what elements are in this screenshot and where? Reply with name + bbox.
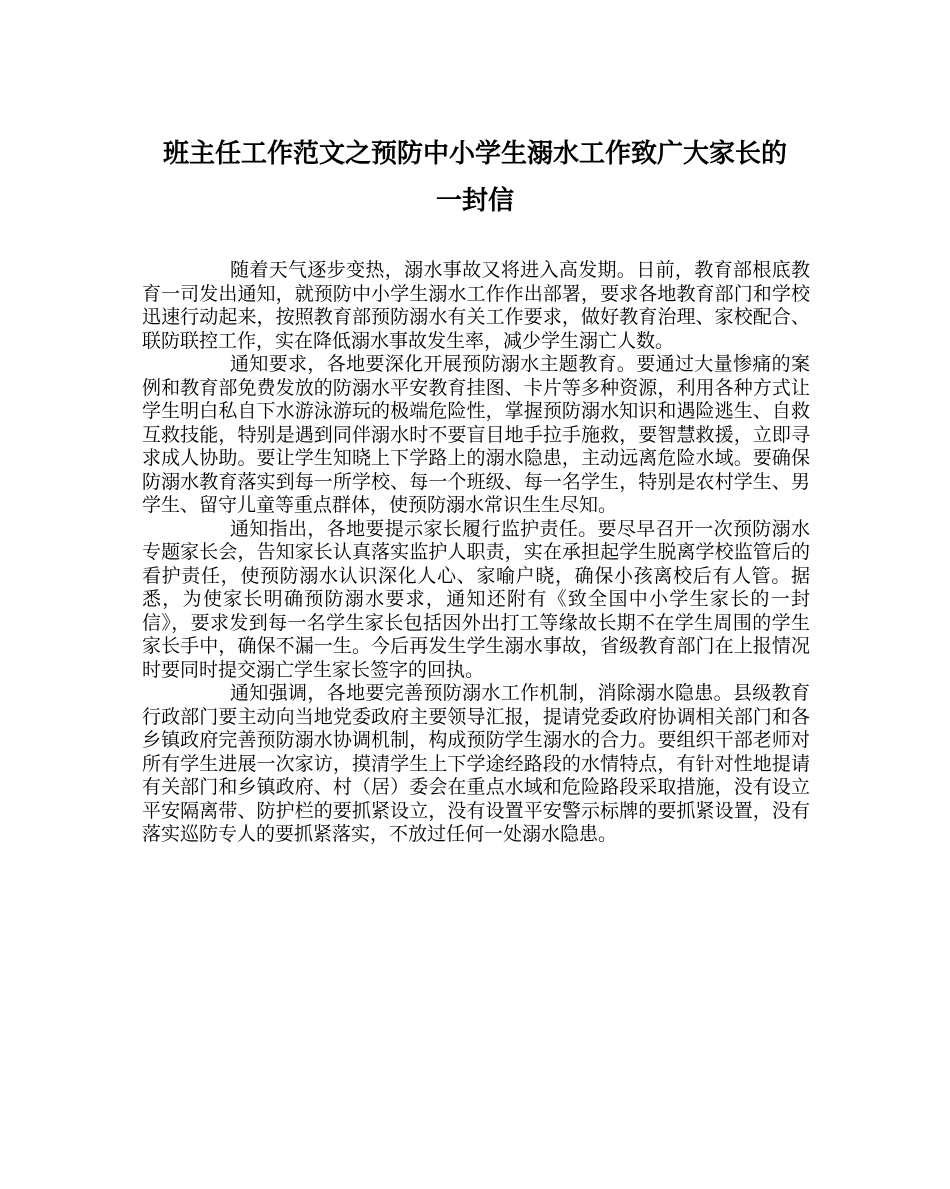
paragraph-3: 通知指出，各地要提示家长履行监护责任。要尽早召开一次预防溺水专题家长会，告知家长认真落实监护人职责，实在承担起学生脱离学校监管后的看护责任，使预防溺水认识深化人心、家喻户晓，确保小孩离校后有人管。据悉，为使家长明确预防溺水要求，通知还附有《致全国中小学生家长的一封信》，要求发到每一名学生家长包括因外出打工等缘故长期不在学生周围的学生家长手中，确保不漏一生。今后再发生学生溺水事故，省级教育部门在上报情况时要同时提交溺亡学生家长签字的回执。 <box>142 517 810 681</box>
paragraph-1: 随着天气逐步变热，溺水事故又将进入高发期。日前，教育部根底教育一司发出通知，就预防中小学生溺水工作作出部署，要求各地教育部门和学校迅速行动起来，按照教育部预防溺水有关工作要求，做好教育治理、家校配合、联防联控工作，实在降低溺水事故发生率，减少学生溺亡人数。 <box>142 259 810 352</box>
document-title <box>130 131 820 225</box>
document-title-line-1: 班主任工作范文之预防中小学生溺水工作致广大家长的 <box>162 139 787 169</box>
paragraph-4: 通知强调，各地要完善预防溺水工作机制，消除溺水隐患。县级教育行政部门要主动向当地党委政府主要领导汇报，提请党委政府协调相关部门和各乡镇政府完善预防溺水协调机制，构成预防学生溺水的合力。要组织干部老师对所有学生进展一次家访，摸清学生上下学途经路段的水情特点，有针对性地提请有关部门和乡镇政府、村（居）委会在重点水域和危险路段采取措施，没有设立平安隔离带、防护栏的要抓紧设立，没有设置平安警示标牌的要抓紧设置，没有落实巡防专人的要抓紧落实，不放过任何一处溺水隐患。 <box>142 682 810 845</box>
paragraph-2: 通知要求，各地要深化开展预防溺水主题教育。要通过大量惨痛的案例和教育部免费发放的防溺水平安教育挂图、卡片等多种资源，利用各种方式让学生明白私自下水游泳游玩的极端危险性，掌握预防溺水知识和遇险逃生、自救互救技能，特别是遇到同伴溺水时不要盲目地手拉手施救，要智慧救援，立即寻求成人协助。要让学生知晓上下学路上的溺水隐患，主动远离危险水域。要确保防溺水教育落实到每一所学校、每一个班级、每一名学生，特别是农村学生、男学生、留守儿童等重点群体，使预防溺水常识生生尽知。 <box>142 353 810 516</box>
document-body <box>142 259 810 847</box>
document-title-line-2: 一封信 <box>435 186 514 216</box>
